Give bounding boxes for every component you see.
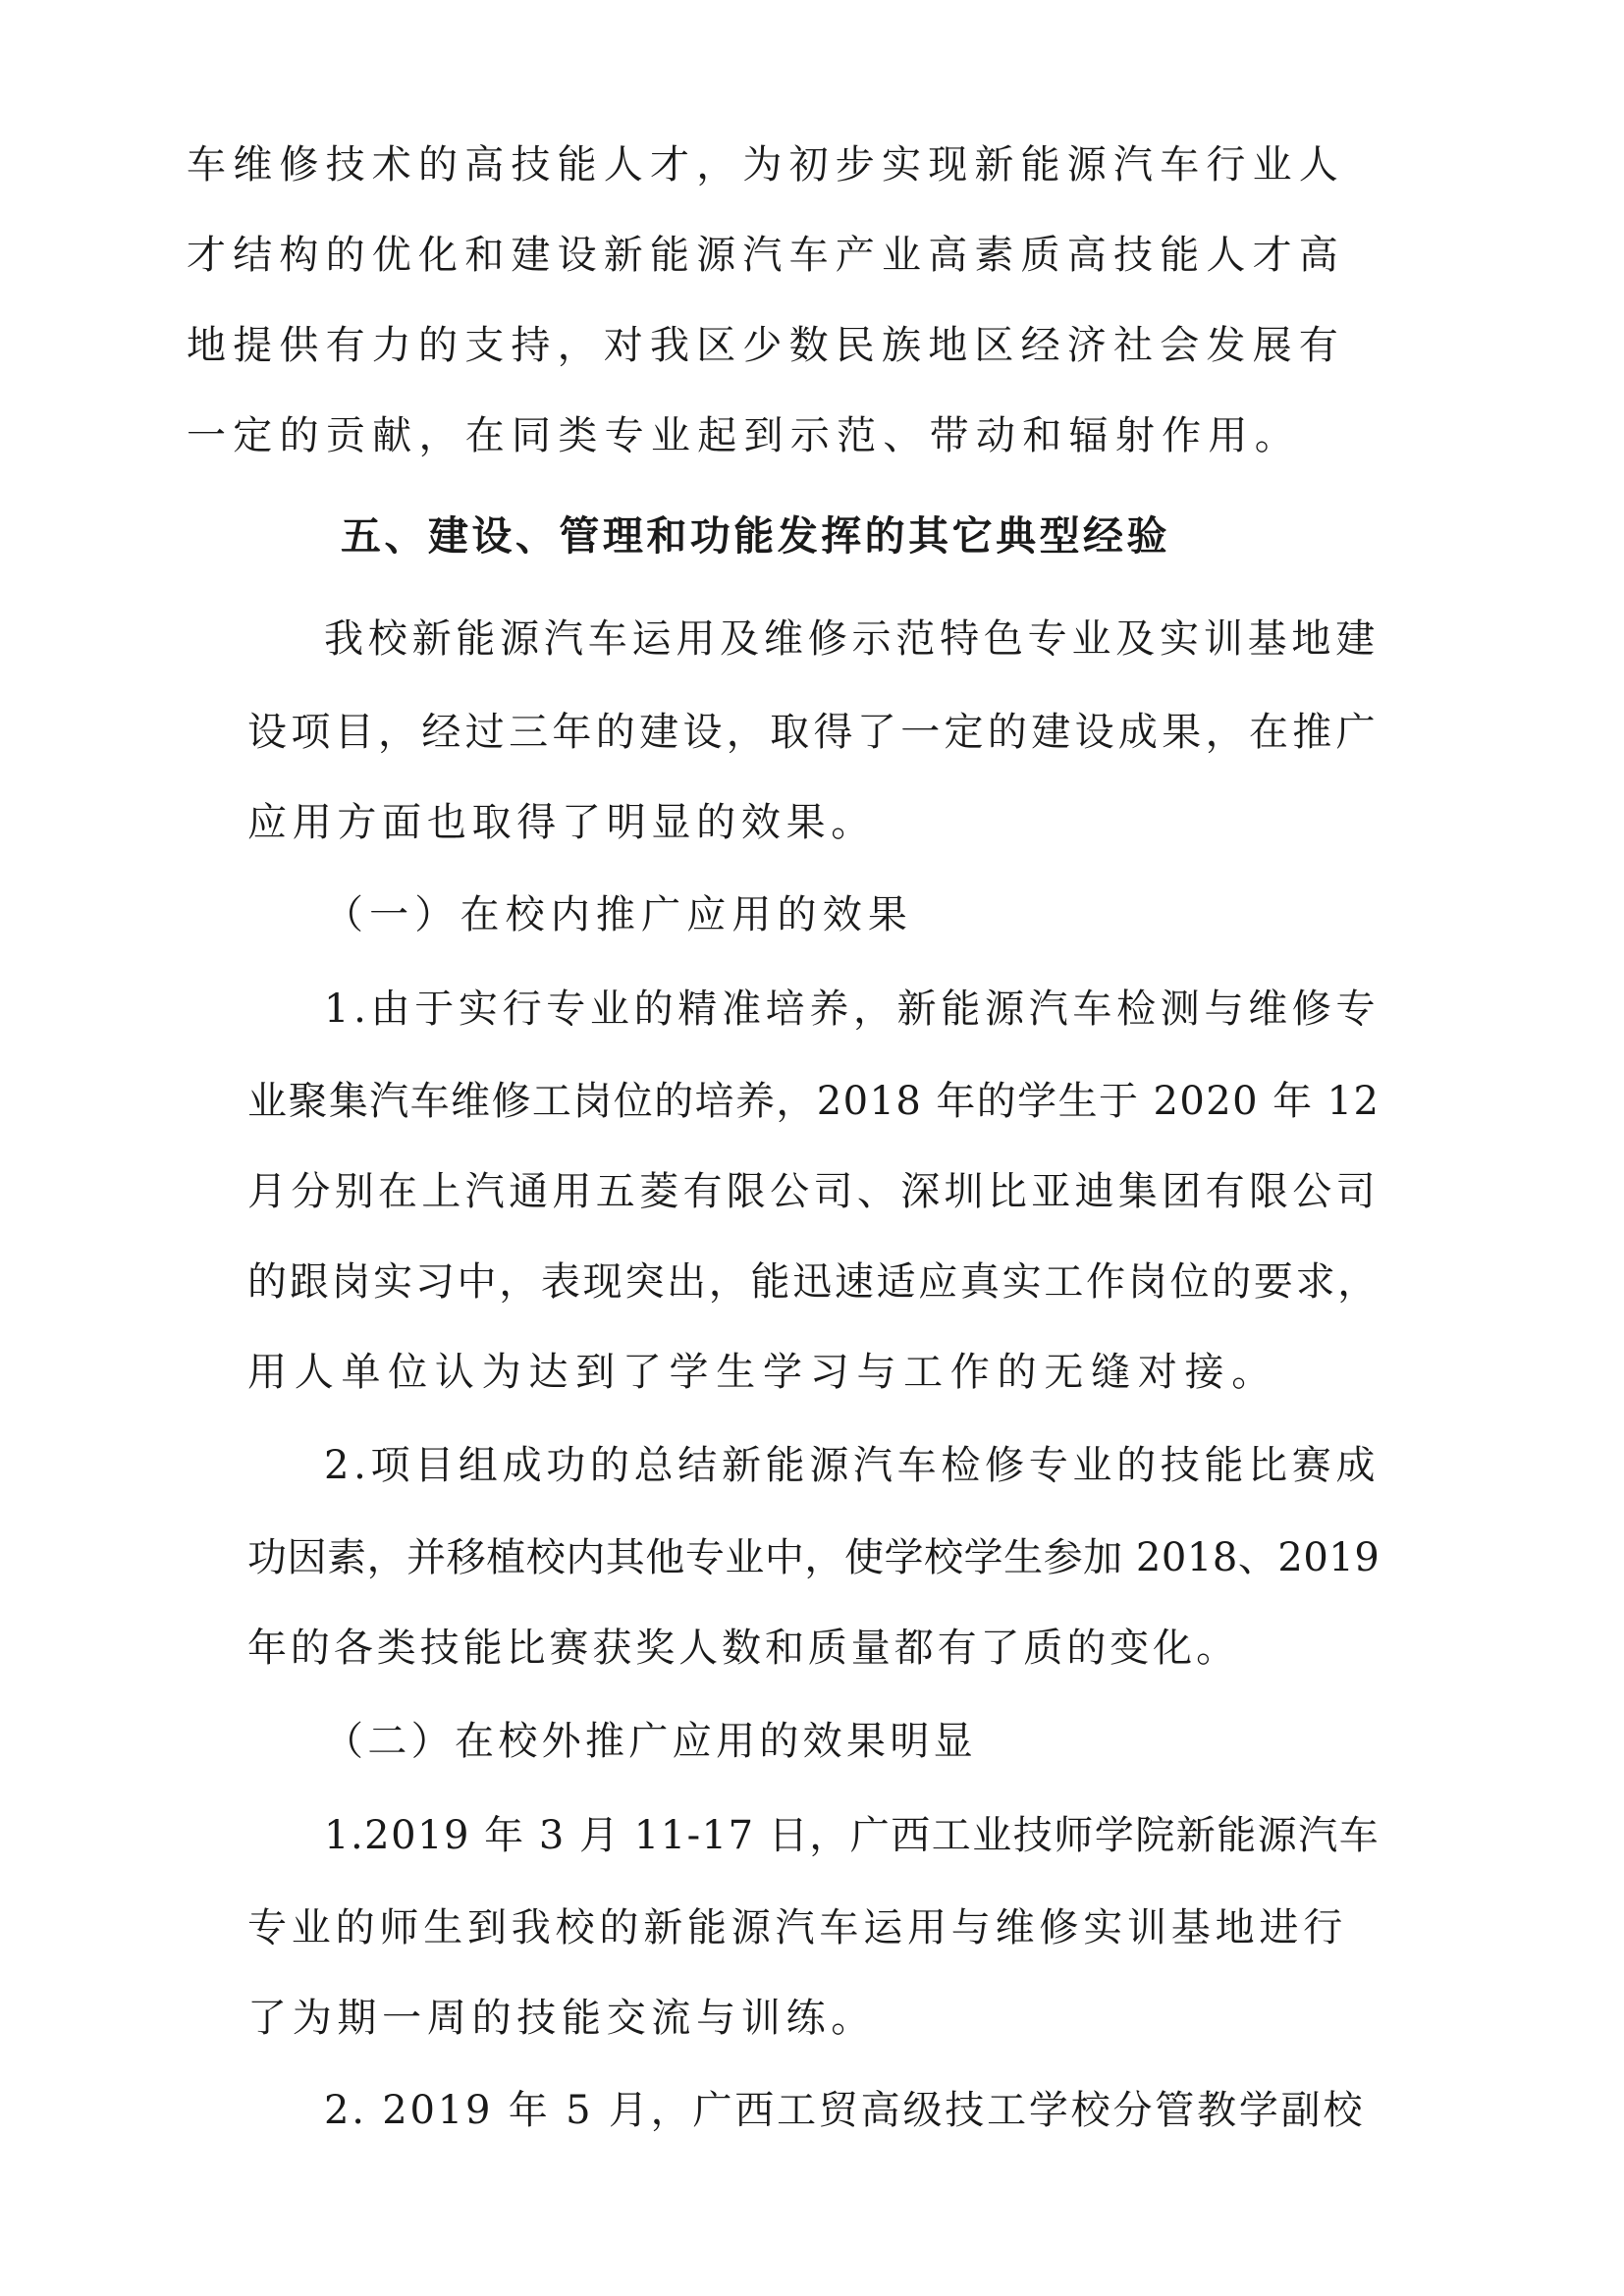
body-text-line: 了为期一周的技能交流与训练。 [247, 1996, 876, 2041]
body-text-line: 的跟岗实习中，表现突出，能迅速适应真实工作岗位的要求， [247, 1259, 1380, 1305]
body-text-line: 地提供有力的支持，对我区少数民族地区经济社会发展有 [187, 323, 1345, 368]
body-text-line: 年的各类技能比赛获奖人数和质量都有了质的变化。 [247, 1626, 1239, 1671]
body-text-line: 车维修技术的高技能人才，为初步实现新能源汽车行业人 [187, 142, 1345, 187]
section-heading: 五、建设、管理和功能发挥的其它典型经验 [341, 512, 1170, 560]
body-text-line: 一定的贡献，在同类专业起到示范、带动和辐射作用。 [187, 413, 1301, 458]
subsection-heading: （二）在校外推广应用的效果明显 [324, 1719, 977, 1764]
body-text-line: 专业的师生到我校的新能源汽车运用与维修实训基地进行 [247, 1905, 1347, 1950]
body-text-line: 业聚集汽车维修工岗位的培养，2018 年的学生于 2020 年 12 [247, 1079, 1380, 1124]
body-text-line: 我校新能源汽车运用及维修示范特色专业及实训基地建 [324, 616, 1380, 662]
body-text-line: 2. 2019 年 5 月，广西工贸高级技工学校分管教学副校 [324, 2088, 1366, 2133]
body-text-line: 1.由于实行专业的精准培养，新能源汽车检测与维修专 [324, 987, 1380, 1032]
body-text-line: 设项目，经过三年的建设，取得了一定的建设成果，在推广 [247, 710, 1380, 755]
body-text-line: 才结构的优化和建设新能源汽车产业高素质高技能人才高 [187, 233, 1345, 278]
subsection-heading: （一）在校内推广应用的效果 [324, 892, 913, 937]
body-text-line: 应用方面也取得了明显的效果。 [247, 800, 876, 845]
body-text-line: 功因素，并移植校内其他专业中，使学校学生参加 2018、2019 [247, 1535, 1380, 1580]
body-text-line: 1.2019 年 3 月 11-17 日，广西工业技师学院新能源汽车 [324, 1813, 1380, 1858]
body-text-line: 2.项目组成功的总结新能源汽车检修专业的技能比赛成 [324, 1443, 1380, 1488]
body-text-line: 用人单位认为达到了学生学习与工作的无缝对接。 [247, 1350, 1278, 1395]
body-text-line: 月分别在上汽通用五菱有限公司、深圳比亚迪集团有限公司 [247, 1169, 1380, 1214]
